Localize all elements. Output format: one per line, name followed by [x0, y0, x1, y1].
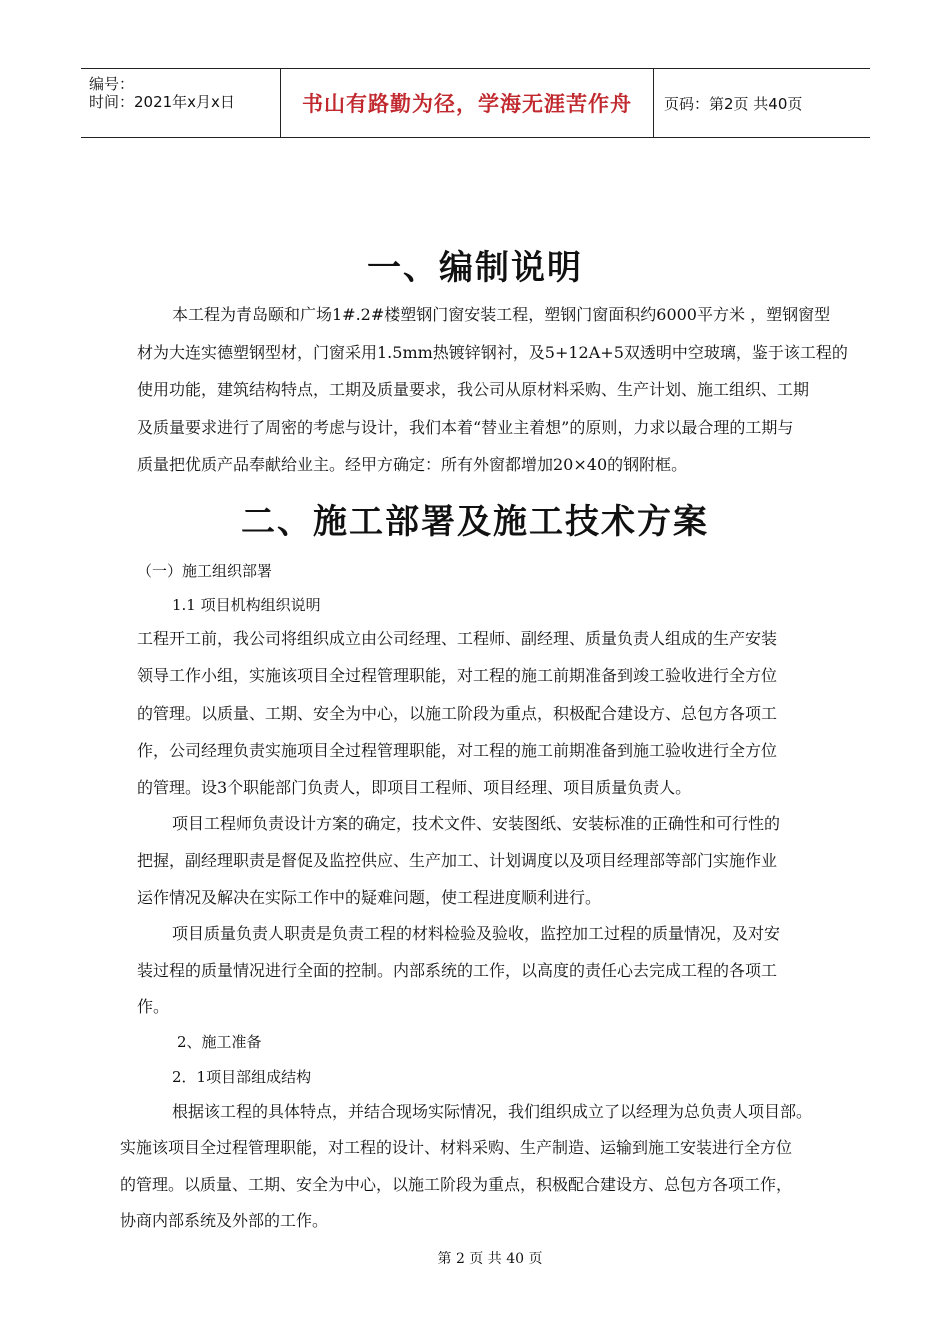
sub-heading-1-1: 1.1 项目机构组织说明	[172, 596, 321, 614]
header-page-cell	[654, 69, 870, 137]
s1-line-1: 本工程为青岛颐和广场1#.2#楼塑钢门窗安装工程，塑钢门窗面积约6000平方米 ，塑钢窗型	[172, 305, 831, 324]
s1-line-3: 使用功能，建筑结构特点，工期及质量要求，我公司从原材料采购、生产计划、施工组织、工期	[137, 380, 810, 399]
p1-line-4: 作，公司经理负责实施项目全过程管理职能，对工程的施工前期准备到施工验收进行全方位	[137, 741, 778, 760]
p4-line-2: 实施该项目全过程管理职能，对工程的设计、材料采购、生产制造、运输到施工安装进行全方位	[120, 1138, 793, 1157]
page-code: 页码：第2页 共40页	[664, 94, 803, 113]
header-table	[81, 68, 870, 138]
p4-line-3: 的管理。以质量、工期、安全为中心，以施工阶段为重点，积极配合建设方、总包方各项工作，	[120, 1175, 793, 1194]
p1-line-5: 的管理。设3个职能部门负责人，即项目工程师、项目经理、项目质量负责人。	[137, 778, 692, 797]
motto: 书山有路勤为径，学海无涯苦作舟	[302, 92, 632, 116]
p2-line-3: 运作情况及解决在实际工作中的疑难问题，使工程进度顺利进行。	[137, 888, 602, 907]
p2-line-2: 把握，副经理职责是督促及监控供应、生产加工、计划调度以及项目经理部等部门实施作业	[137, 851, 778, 870]
p3-line-2: 装过程的质量情况进行全面的控制。内部系统的工作，以高度的责任心去完成工程的各项工	[137, 961, 778, 980]
sub-heading-2-1: 2．1项目部组成结构	[172, 1068, 312, 1086]
section2-title: 二、施工部署及施工技术方案	[241, 502, 709, 542]
sub-heading-2: 2、施工准备	[177, 1033, 262, 1051]
s1-line-2: 材为大连实德塑钢型材，门窗采用1.5mm热镀锌钢衬，及5+12A+5双透明中空玻璃，鉴于该工程的	[137, 343, 848, 362]
s1-line-4: 及质量要求进行了周密的考虑与设计，我们本着“替业主着想”的原则，力求以最合理的工期与	[137, 418, 794, 437]
p1-line-3: 的管理。以质量、工期、安全为中心，以施工阶段为重点，积极配合建设方、总包方各项工	[137, 704, 778, 723]
number-label: 编号：	[89, 75, 135, 93]
section1-title: 一、编制说明	[367, 248, 583, 288]
time-label: 时间：2021年x月x日	[89, 93, 235, 111]
p4-line-4: 协商内部系统及外部的工作。	[120, 1211, 329, 1230]
page-footer: 第 2 页 共 40 页	[437, 1251, 543, 1267]
p3-line-3: 作。	[137, 997, 170, 1016]
p1-line-1: 工程开工前，我公司将组织成立由公司经理、工程师、副经理、质量负责人组成的生产安装	[137, 629, 778, 648]
sub-heading-1: （一）施工组织部署	[137, 562, 273, 580]
p3-line-1: 项目质量负责人职责是负责工程的材料检验及验收，监控加工过程的质量情况，及对安	[172, 924, 781, 943]
p2-line-1: 项目工程师负责设计方案的确定，技术文件、安装图纸、安装标准的正确性和可行性的	[172, 814, 781, 833]
header-motto-cell	[281, 69, 654, 137]
s1-line-5: 质量把优质产品奉献给业主。经甲方确定：所有外窗都增加20×40的钢附框。	[137, 455, 688, 474]
header-left-cell	[81, 69, 281, 137]
p4-line-1: 根据该工程的具体特点，并结合现场实际情况，我们组织成立了以经理为总负责人项目部。	[172, 1102, 813, 1121]
p1-line-2: 领导工作小组，实施该项目全过程管理职能，对工程的施工前期准备到竣工验收进行全方位	[137, 666, 778, 685]
